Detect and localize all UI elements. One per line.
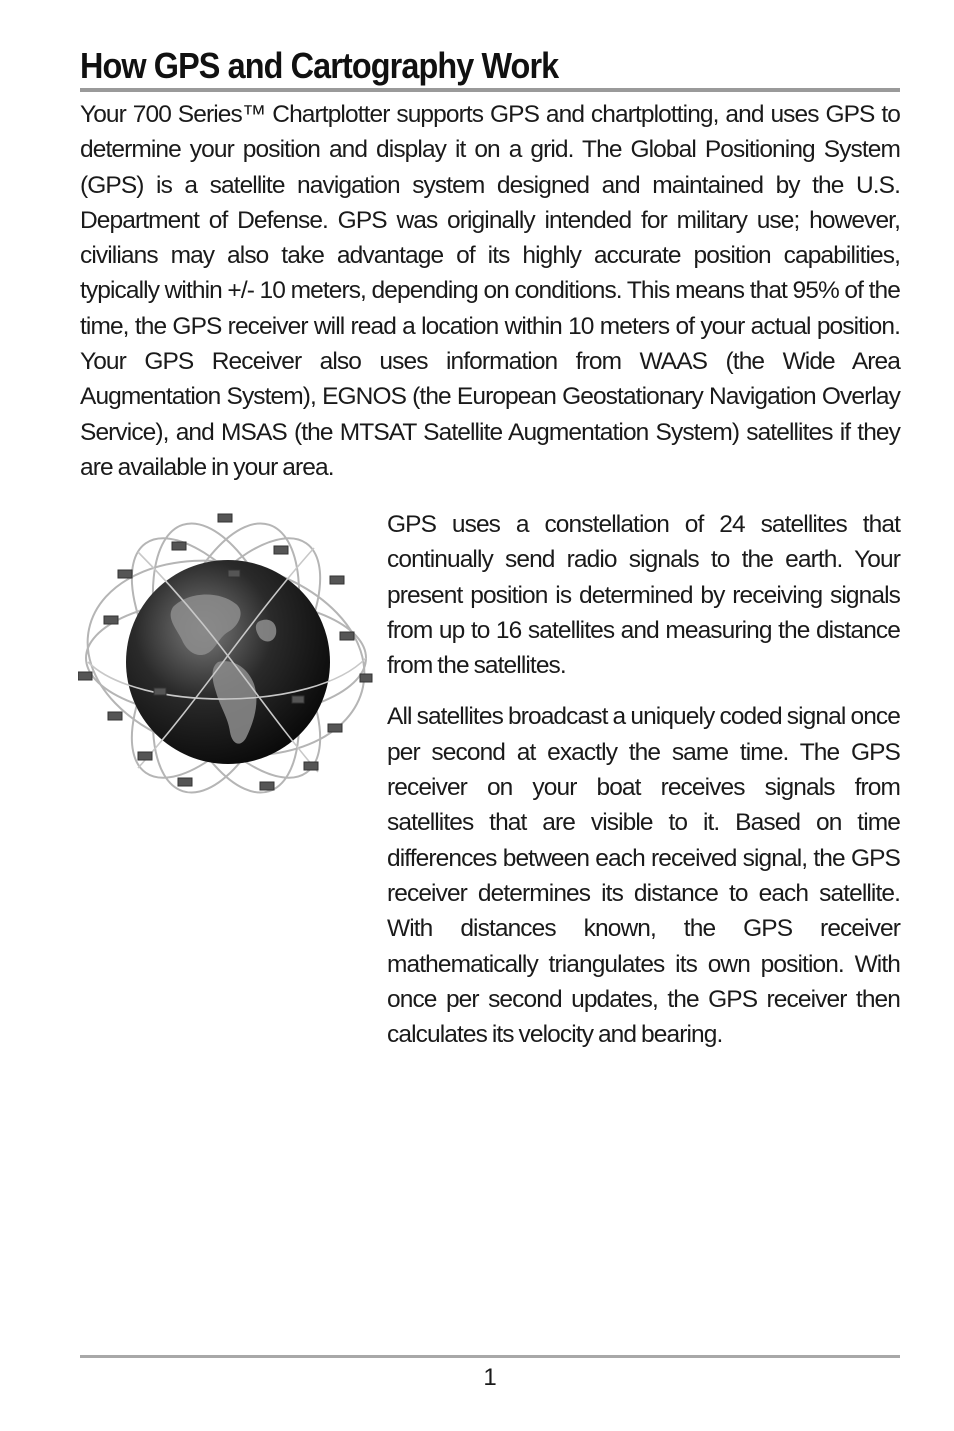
footer-divider bbox=[80, 1355, 900, 1358]
constellation-paragraph: GPS uses a constellation of 24 satellites that continually send radio signals to the earth. Your present position is determined by receiving signals from up to 16 satellites and measuring the distance from the satellites. bbox=[387, 511, 900, 680]
title-divider bbox=[80, 88, 900, 92]
page-number: 1 bbox=[483, 1364, 497, 1391]
broadcast-paragraph: All satellites broadcast a uniquely coded signal once per second at exactly the same time. The GPS receiver on your boat receives signals from satellites that are visible to it. Based on time differences between each received signal, the GPS receiver determines its distance to each satellite. With distances known, the GPS receiver mathematically triangulates its own position. With once per second updates, the GPS receiver then calculates its velocity and bearing. bbox=[387, 703, 900, 1049]
page-title: How GPS and Cartography Work bbox=[80, 45, 559, 86]
right-column bbox=[387, 507, 900, 1052]
satellite-constellation-globe-icon bbox=[78, 512, 374, 804]
intro-paragraph: Your 700 Series™ Chartplotter supports GPS and chartplotting, and uses GPS to determine your position and display it on a grid. The Global Positioning System (GPS) is a satellite navigation system designed and maintained by the U.S. Department of Defense. GPS was originally intended for military use; however, civilians may also take advantage of its highly accurate position capabilities, typically within +/- 10 meters, depending on conditions. This means that 95% of the time, the GPS receiver will read a location within 10 meters of your actual position. Your GPS Receiver also uses information from WAAS (the Wide Area Augmentation System), EGNOS (the European Geostationary Navigation Overlay Service), and MSAS (the MTSAT Satellite Augmentation System) satellites if they are available in your area. bbox=[80, 101, 900, 481]
